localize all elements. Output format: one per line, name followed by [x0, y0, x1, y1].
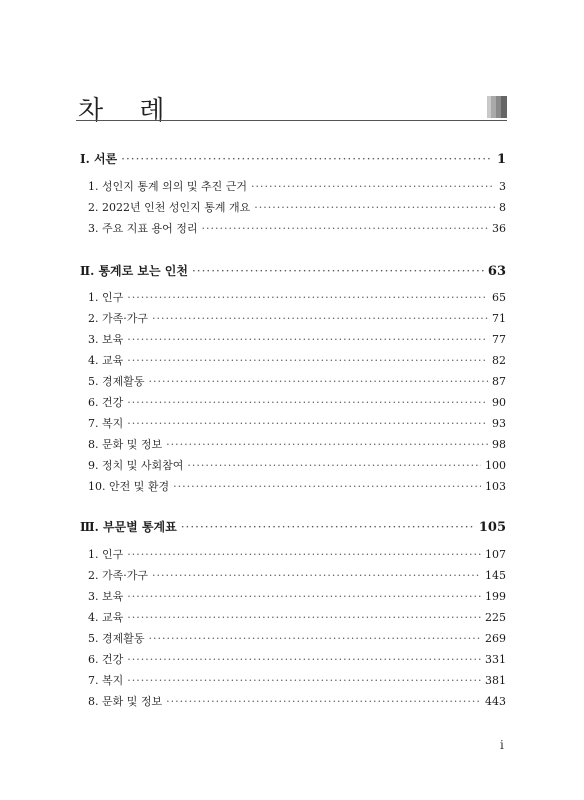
toc-section-page: 1 — [496, 152, 506, 167]
toc-item-label: 8. 문화 및 정보 — [88, 695, 163, 708]
toc-item-label: 1. 성인지 통계 의의 및 추진 근거 — [88, 180, 247, 193]
leader-dots — [187, 459, 481, 472]
toc-item-page: 90 — [492, 396, 506, 409]
leader-dots — [152, 312, 488, 325]
toc-section-label: Ⅰ. 서론 — [80, 152, 118, 166]
toc-item-label: 2. 가족·가구 — [88, 569, 148, 582]
leader-dots — [166, 438, 488, 451]
leader-dots — [127, 417, 488, 430]
toc-item[interactable] — [88, 331, 506, 347]
toc-item-label: 3. 보육 — [88, 590, 124, 603]
leader-dots — [121, 152, 493, 166]
toc-item[interactable] — [88, 630, 506, 646]
title-decoration — [487, 96, 507, 118]
leader-dots — [127, 333, 488, 346]
toc-item-label: 1. 인구 — [88, 291, 124, 304]
toc-item-page: 3 — [499, 180, 506, 193]
toc-item-page: 93 — [492, 417, 506, 430]
toc-item-page: 8 — [499, 201, 506, 214]
toc-item-page: 199 — [485, 590, 506, 603]
toc-item-label: 8. 문화 및 정보 — [88, 438, 163, 451]
toc-item-page: 77 — [492, 333, 506, 346]
toc-item[interactable] — [88, 178, 506, 194]
toc-item-page: 145 — [485, 569, 506, 582]
toc-item-page: 98 — [492, 438, 506, 451]
leader-dots — [181, 520, 475, 534]
toc-item-page: 100 — [485, 459, 506, 472]
toc-item[interactable] — [88, 310, 506, 326]
toc-item-page: 65 — [492, 291, 506, 304]
toc-item-page: 107 — [485, 548, 506, 561]
toc-item-label: 3. 보육 — [88, 333, 124, 346]
toc-item-label: 1. 인구 — [88, 548, 124, 561]
leader-dots — [149, 632, 482, 645]
toc-item-page: 36 — [492, 222, 506, 235]
toc-item[interactable] — [88, 220, 506, 236]
toc-item-label: 7. 복지 — [88, 417, 124, 430]
toc-item-label: 2. 2022년 인천 성인지 통계 개요 — [88, 201, 251, 214]
leader-dots — [166, 695, 481, 708]
toc-item[interactable] — [88, 588, 506, 604]
toc-item[interactable] — [88, 651, 506, 667]
toc-item[interactable] — [88, 457, 506, 473]
leader-dots — [192, 264, 484, 278]
toc-item-label: 6. 건강 — [88, 653, 124, 666]
toc-item[interactable] — [88, 199, 506, 215]
toc-item-label: 9. 정치 및 사회참여 — [88, 459, 184, 472]
page-title: 차 례 — [78, 96, 179, 126]
toc-item-page: 103 — [485, 480, 506, 493]
toc-item[interactable] — [88, 289, 506, 305]
toc-item-page: 381 — [485, 674, 506, 687]
leader-dots — [127, 291, 488, 304]
leader-dots — [127, 396, 488, 409]
toc-section-label: Ⅱ. 통계로 보는 인천 — [80, 264, 188, 278]
leader-dots — [149, 375, 489, 388]
toc-item-page: 225 — [485, 611, 506, 624]
toc-item[interactable] — [88, 672, 506, 688]
leader-dots — [251, 180, 495, 193]
leader-dots — [127, 653, 481, 666]
page-number: i — [500, 738, 504, 752]
leader-dots — [127, 548, 481, 561]
leader-dots — [127, 590, 481, 603]
toc-item-label: 7. 복지 — [88, 674, 124, 687]
toc-item[interactable] — [88, 609, 506, 625]
leader-dots — [202, 222, 489, 235]
toc-item-label: 5. 경제활동 — [88, 632, 145, 645]
toc-item[interactable] — [88, 546, 506, 562]
toc-item-page: 71 — [492, 312, 506, 325]
leader-dots — [173, 480, 481, 493]
toc-item[interactable] — [88, 436, 506, 452]
toc-item[interactable] — [88, 478, 506, 494]
leader-dots — [254, 201, 495, 214]
toc-item-label: 4. 교육 — [88, 611, 124, 624]
toc-section-page: 63 — [487, 264, 506, 279]
toc-item-page: 82 — [492, 354, 506, 367]
toc-item-page: 87 — [492, 375, 506, 388]
toc-item[interactable] — [88, 373, 506, 389]
toc-item[interactable] — [88, 415, 506, 431]
toc-item[interactable] — [88, 394, 506, 410]
toc-item-label: 5. 경제활동 — [88, 375, 145, 388]
toc-section-3[interactable] — [80, 518, 506, 535]
toc-item[interactable] — [88, 352, 506, 368]
toc-section-page: 105 — [478, 520, 506, 535]
leader-dots — [127, 674, 481, 687]
title-divider — [76, 120, 507, 121]
toc-item[interactable] — [88, 693, 506, 709]
toc-item-page: 269 — [485, 632, 506, 645]
toc-item-label: 4. 교육 — [88, 354, 124, 367]
toc-item-label: 2. 가족·가구 — [88, 312, 148, 325]
leader-dots — [127, 611, 481, 624]
toc-section-2[interactable] — [80, 262, 506, 279]
leader-dots — [152, 569, 481, 582]
toc-item-page: 331 — [485, 653, 506, 666]
toc-item[interactable] — [88, 567, 506, 583]
toc-section-label: Ⅲ. 부문별 통계표 — [80, 520, 177, 534]
toc-item-label: 3. 주요 지표 용어 정리 — [88, 222, 198, 235]
toc-item-label: 6. 건강 — [88, 396, 124, 409]
toc-item-page: 443 — [485, 695, 506, 708]
toc-section-1[interactable] — [80, 150, 506, 167]
toc-item-label: 10. 안전 및 환경 — [88, 480, 170, 493]
leader-dots — [127, 354, 488, 367]
